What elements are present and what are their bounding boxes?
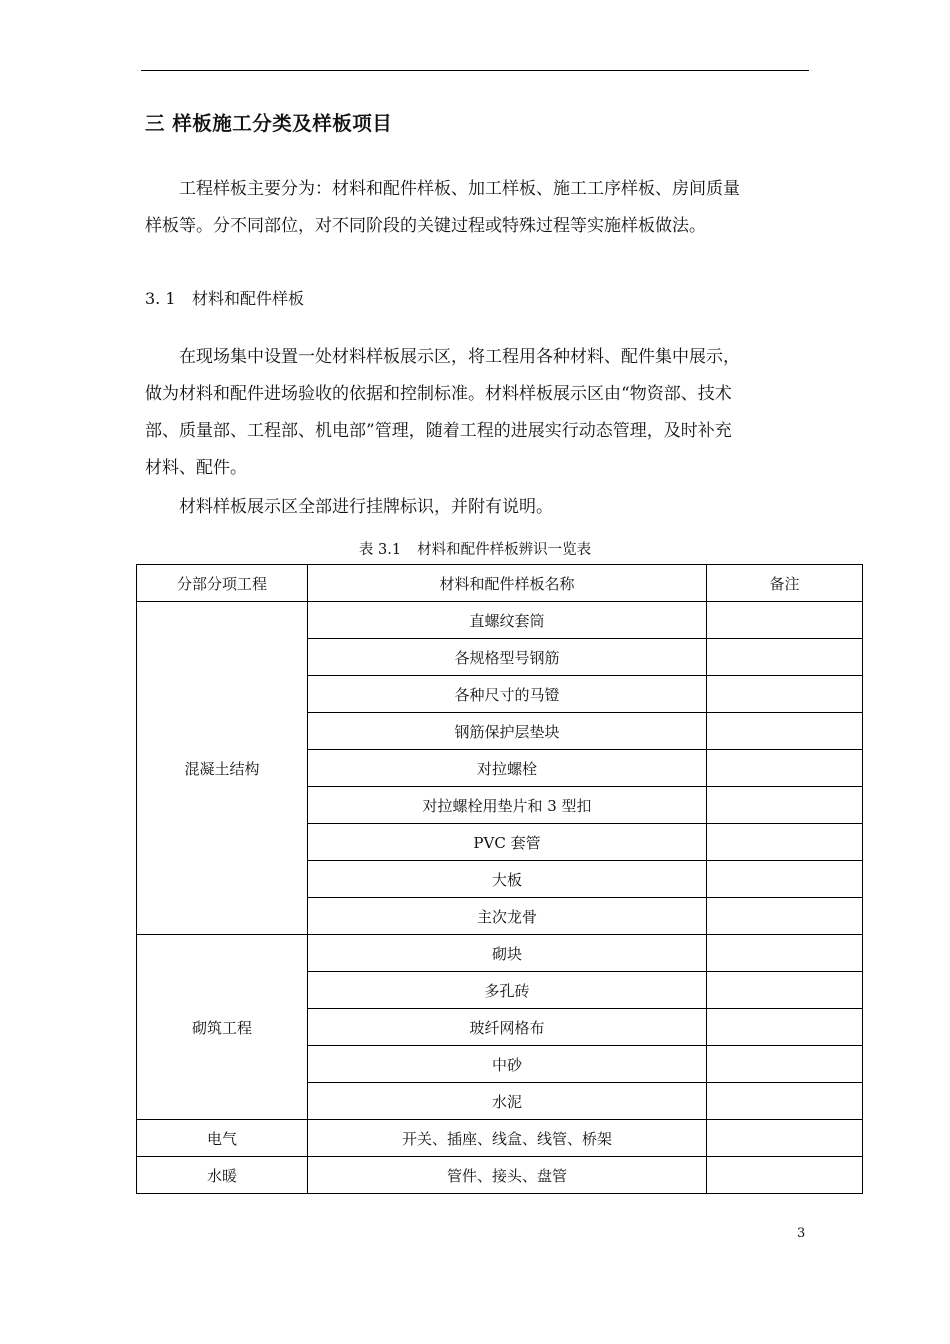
remark-cell: [707, 898, 863, 935]
showroom-paragraph: [145, 339, 815, 487]
showroom-line-2: 做为材料和配件进场验收的依据和控制标准。材料样板展示区由“物资部、技术: [145, 384, 732, 404]
header-rule: [141, 70, 809, 71]
intro-line-1: 工程样板主要分为：材料和配件样板、加工样板、施工工序样板、房间质量: [145, 179, 740, 199]
labeling-paragraph: 材料样板展示区全部进行挂牌标识，并附有说明。: [145, 497, 553, 517]
item-cell: 水泥: [308, 1083, 707, 1120]
remark-cell: [707, 1083, 863, 1120]
sample-table: [136, 564, 863, 1194]
group-cell: 砌筑工程: [137, 935, 308, 1120]
remark-cell: [707, 602, 863, 639]
remark-cell: [707, 787, 863, 824]
remark-cell: [707, 1120, 863, 1157]
item-cell: 直螺纹套筒: [308, 602, 707, 639]
item-cell: 对拉螺栓: [308, 750, 707, 787]
group-cell: 电气: [137, 1120, 308, 1157]
group-cell: 水暖: [137, 1157, 308, 1194]
page-number: 3: [797, 1226, 806, 1241]
table-caption: [0, 538, 950, 559]
item-cell: 大板: [308, 861, 707, 898]
table-row: [137, 1157, 863, 1194]
table-row: [137, 935, 863, 972]
subsection-number: 3. 1: [145, 289, 176, 308]
item-cell: 各规格型号钢筋: [308, 639, 707, 676]
item-cell: 对拉螺栓用垫片和 3 型扣: [308, 787, 707, 824]
section-heading: 三 样板施工分类及样板项目: [145, 112, 393, 135]
table-caption-title: 材料和配件样板辨识一览表: [417, 542, 592, 558]
subsection-heading: [145, 286, 304, 309]
intro-paragraph: [145, 171, 815, 245]
item-cell: 管件、接头、盘管: [308, 1157, 707, 1194]
showroom-line-3: 部、质量部、工程部、机电部”管理，随着工程的进展实行动态管理，及时补充: [145, 421, 732, 441]
remark-cell: [707, 1046, 863, 1083]
remark-cell: [707, 639, 863, 676]
item-cell: PVC 套管: [308, 824, 707, 861]
table-header-row: [137, 565, 863, 602]
remark-cell: [707, 861, 863, 898]
item-cell: 钢筋保护层垫块: [308, 713, 707, 750]
remark-cell: [707, 750, 863, 787]
remark-cell: [707, 935, 863, 972]
remark-cell: [707, 824, 863, 861]
item-cell: 砌块: [308, 935, 707, 972]
remark-cell: [707, 972, 863, 1009]
remark-cell: [707, 1157, 863, 1194]
item-cell: 开关、插座、线盒、线管、桥架: [308, 1120, 707, 1157]
item-cell: 主次龙骨: [308, 898, 707, 935]
intro-line-2: 样板等。分不同部位，对不同阶段的关键过程或特殊过程等实施样板做法。: [145, 216, 706, 236]
remark-cell: [707, 713, 863, 750]
showroom-line-1: 在现场集中设置一处材料样板展示区，将工程用各种材料、配件集中展示，: [145, 347, 740, 367]
table-row: [137, 602, 863, 639]
remark-cell: [707, 1009, 863, 1046]
item-cell: 中砂: [308, 1046, 707, 1083]
showroom-line-4: 材料、配件。: [145, 458, 247, 478]
item-cell: 玻纤网格布: [308, 1009, 707, 1046]
item-cell: 各种尺寸的马镫: [308, 676, 707, 713]
header-sample-name: 材料和配件样板名称: [308, 565, 707, 602]
group-cell: 混凝土结构: [137, 602, 308, 935]
subsection-title: 材料和配件样板: [192, 289, 305, 308]
header-division: 分部分项工程: [137, 565, 308, 602]
item-cell: 多孔砖: [308, 972, 707, 1009]
table-caption-number: 表 3.1: [358, 542, 402, 558]
table-row: [137, 1120, 863, 1157]
header-remarks: 备注: [707, 565, 863, 602]
remark-cell: [707, 676, 863, 713]
